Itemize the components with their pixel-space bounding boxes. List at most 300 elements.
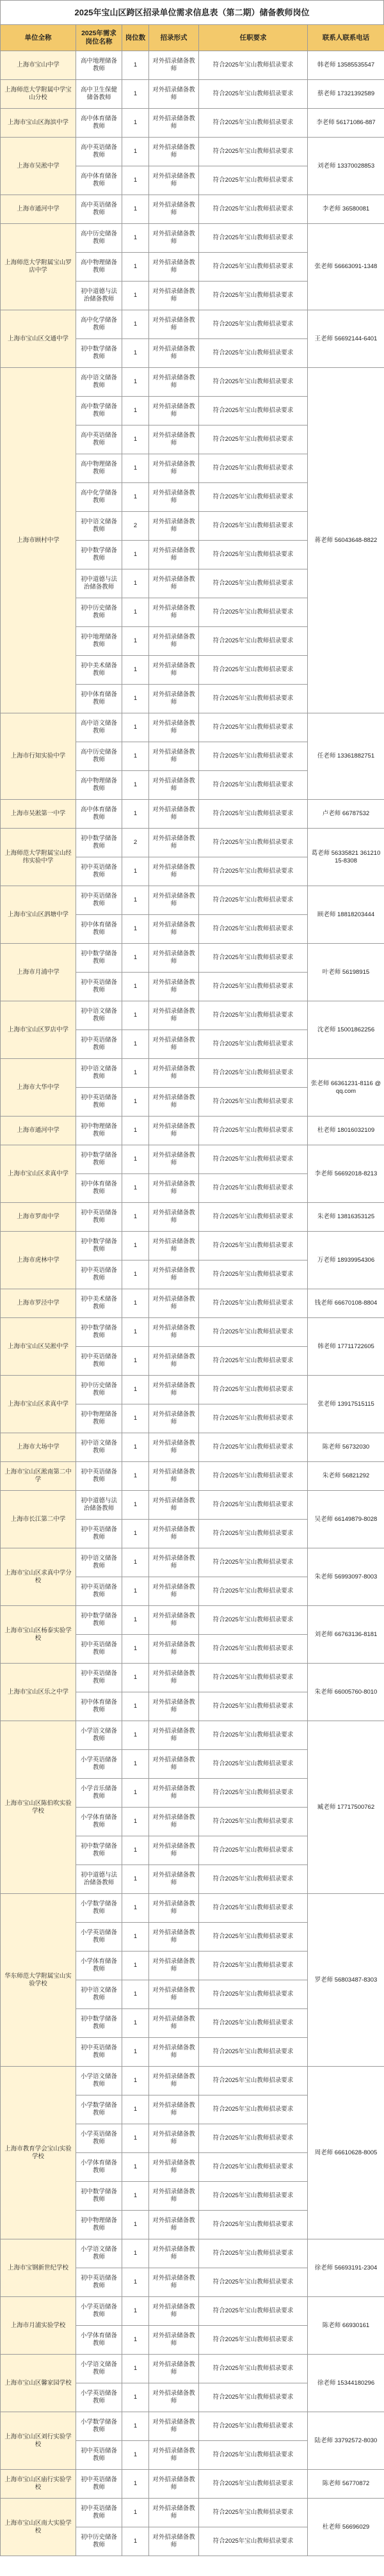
form-cell: 对外招录储备教师 — [149, 627, 199, 656]
unit-name-cell: 上海市宝山区陈伯吹实验学校 — [1, 1721, 76, 1894]
requirement-cell: 符合2025年宝山教师招录要求 — [199, 1980, 308, 2009]
post-cell: 初中美术储备教师 — [76, 1289, 122, 1318]
table-row — [1, 2239, 384, 2268]
form-cell: 对外招录储备教师 — [149, 138, 199, 166]
post-cell: 小学英语储备教师 — [76, 2124, 122, 2153]
count-cell: 1 — [122, 1548, 149, 1577]
form-cell: 对外招录储备教师 — [149, 1088, 199, 1117]
post-cell: 初中历史储备教师 — [76, 598, 122, 627]
requirement-cell: 符合2025年宝山教师招录要求 — [199, 1260, 308, 1289]
requirement-cell: 符合2025年宝山教师招录要求 — [199, 1088, 308, 1117]
requirement-cell: 符合2025年宝山教师招录要求 — [199, 425, 308, 454]
header-post: 2025年需求岗位名称 — [76, 25, 122, 51]
count-cell: 1 — [122, 656, 149, 685]
requirement-cell: 符合2025年宝山教师招录要求 — [199, 2182, 308, 2211]
count-cell: 1 — [122, 109, 149, 138]
requirement-cell: 符合2025年宝山教师招录要求 — [199, 1577, 308, 1606]
count-cell: 1 — [122, 771, 149, 800]
requirement-cell: 符合2025年宝山教师招录要求 — [199, 742, 308, 771]
post-cell: 初中道德与法治储备教师 — [76, 1865, 122, 1894]
count-cell: 1 — [122, 1117, 149, 1145]
count-cell: 2 — [122, 512, 149, 541]
post-cell: 高中历史储备教师 — [76, 742, 122, 771]
count-cell: 1 — [122, 2499, 149, 2527]
requirement-cell: 符合2025年宝山教师招录要求 — [199, 1808, 308, 1836]
form-cell: 对外招录储备教师 — [149, 2153, 199, 2182]
count-cell: 1 — [122, 483, 149, 512]
form-cell: 对外招录储备教师 — [149, 800, 199, 829]
requirement-cell: 符合2025年宝山教师招录要求 — [199, 2211, 308, 2239]
requirement-cell: 符合2025年宝山教师招录要求 — [199, 1692, 308, 1721]
post-cell: 初中英语储备教师 — [76, 2499, 122, 2527]
contact-cell: 朱老师 56993097-8003 — [308, 1548, 384, 1606]
post-cell: 高中语文储备教师 — [76, 368, 122, 397]
requirement-cell: 符合2025年宝山教师招录要求 — [199, 2239, 308, 2268]
requirement-cell: 符合2025年宝山教师招录要求 — [199, 2067, 308, 2095]
form-cell: 对外招录储备教师 — [149, 512, 199, 541]
count-cell: 1 — [122, 1721, 149, 1750]
requirement-cell: 符合2025年宝山教师招录要求 — [199, 2009, 308, 2038]
contact-cell: 陈老师 56732030 — [308, 1433, 384, 1462]
post-cell: 初中道德与法治储备教师 — [76, 1491, 122, 1520]
form-cell: 对外招录储备教师 — [149, 1433, 199, 1462]
requirement-cell: 符合2025年宝山教师招录要求 — [199, 771, 308, 800]
unit-name-cell: 上海市宝山区淞南第二中学 — [1, 1462, 76, 1491]
count-cell: 1 — [122, 1577, 149, 1606]
post-cell: 初中数学储备教师 — [76, 1836, 122, 1865]
count-cell: 1 — [122, 857, 149, 886]
post-cell: 小学英语储备教师 — [76, 2383, 122, 2412]
form-cell: 对外招录储备教师 — [149, 1606, 199, 1635]
form-cell: 对外招录储备教师 — [149, 1779, 199, 1808]
requirement-cell: 符合2025年宝山教师招录要求 — [199, 973, 308, 1001]
unit-name-cell: 上海市宝山区乐之中学 — [1, 1664, 76, 1721]
unit-name-cell: 上海市吴淞中学 — [1, 138, 76, 195]
contact-cell: 任老师 13361882751 — [308, 713, 384, 800]
contact-cell: 杜老师 18016032109 — [308, 1117, 384, 1145]
form-cell: 对外招录储备教师 — [149, 598, 199, 627]
table-row — [1, 1721, 384, 1750]
unit-name-cell: 上海市宝山区南大实验学校 — [1, 2499, 76, 2556]
form-cell: 对外招录储备教师 — [149, 915, 199, 944]
post-cell: 小学体育储备教师 — [76, 1808, 122, 1836]
table-row — [1, 224, 384, 253]
requirement-cell: 符合2025年宝山教师招录要求 — [199, 1664, 308, 1692]
requirement-cell: 符合2025年宝山教师招录要求 — [199, 1347, 308, 1376]
contact-cell: 刘老师 13370028853 — [308, 138, 384, 195]
count-cell: 1 — [122, 1404, 149, 1433]
post-cell: 初中英语储备教师 — [76, 2441, 122, 2470]
count-cell: 1 — [122, 973, 149, 1001]
form-cell: 对外招录储备教师 — [149, 1289, 199, 1318]
post-cell: 初中英语储备教师 — [76, 2470, 122, 2499]
requirement-cell: 符合2025年宝山教师招录要求 — [199, 598, 308, 627]
count-cell: 1 — [122, 1174, 149, 1203]
unit-name-cell: 上海师范大学附属中学宝山分校 — [1, 80, 76, 109]
requirement-cell: 符合2025年宝山教师招录要求 — [199, 2038, 308, 2067]
contact-cell: 李老师 56692018-8213 — [308, 1145, 384, 1203]
table-row — [1, 51, 384, 80]
count-cell: 1 — [122, 1664, 149, 1692]
form-cell: 对外招录储备教师 — [149, 397, 199, 425]
form-cell: 对外招录储备教师 — [149, 1030, 199, 1059]
unit-name-cell: 上海市宝山区泗塘中学 — [1, 886, 76, 944]
count-cell: 1 — [122, 1980, 149, 2009]
post-cell: 初中语文储备教师 — [76, 1548, 122, 1577]
post-cell: 初中英语储备教师 — [76, 1030, 122, 1059]
post-cell: 小学数学储备教师 — [76, 2095, 122, 2124]
requirement-cell: 符合2025年宝山教师招录要求 — [199, 1174, 308, 1203]
requirement-cell: 符合2025年宝山教师招录要求 — [199, 857, 308, 886]
form-cell: 对外招录储备教师 — [149, 2038, 199, 2067]
contact-cell: 周老师 66610628-8005 — [308, 2067, 384, 2239]
count-cell: 1 — [122, 2326, 149, 2355]
unit-name-cell: 上海市通河中学 — [1, 195, 76, 224]
requirement-cell: 符合2025年宝山教师招录要求 — [199, 80, 308, 109]
table-row — [1, 80, 384, 109]
form-cell: 对外招录储备教师 — [149, 2009, 199, 2038]
count-cell: 1 — [122, 2009, 149, 2038]
contact-cell: 钱老师 66670108-8804 — [308, 1289, 384, 1318]
post-cell: 初中数学储备教师 — [76, 944, 122, 973]
count-cell: 1 — [122, 1635, 149, 1664]
count-cell: 1 — [122, 685, 149, 713]
form-cell: 对外招录储备教师 — [149, 2182, 199, 2211]
requirement-cell: 符合2025年宝山教师招录要求 — [199, 1952, 308, 1980]
requirement-cell: 符合2025年宝山教师招录要求 — [199, 1548, 308, 1577]
requirement-cell: 符合2025年宝山教师招录要求 — [199, 1721, 308, 1750]
post-cell: 高中历史储备教师 — [76, 224, 122, 253]
requirement-cell: 符合2025年宝山教师招录要求 — [199, 685, 308, 713]
sheet-title: 2025年宝山区跨区招录单位需求信息表（第二期）储备教师岗位 — [0, 0, 384, 24]
form-cell: 对外招录储备教师 — [149, 2239, 199, 2268]
requirement-cell: 符合2025年宝山教师招录要求 — [199, 512, 308, 541]
unit-name-cell: 上海市大场中学 — [1, 1433, 76, 1462]
form-cell: 对外招录储备教师 — [149, 339, 199, 368]
form-cell: 对外招录储备教师 — [149, 1750, 199, 1779]
count-cell: 1 — [122, 1692, 149, 1721]
post-cell: 初中英语储备教师 — [76, 1260, 122, 1289]
requirement-cell: 符合2025年宝山教师招录要求 — [199, 1145, 308, 1174]
table-row — [1, 944, 384, 973]
form-cell: 对外招录储备教师 — [149, 2470, 199, 2499]
form-cell: 对外招录储备教师 — [149, 1376, 199, 1404]
count-cell: 1 — [122, 627, 149, 656]
post-cell: 初中语文储备教师 — [76, 1001, 122, 1030]
requirement-cell: 符合2025年宝山教师招录要求 — [199, 339, 308, 368]
table-row — [1, 1433, 384, 1462]
count-cell: 1 — [122, 1836, 149, 1865]
requirement-cell: 符合2025年宝山教师招录要求 — [199, 282, 308, 310]
post-cell: 初中数学储备教师 — [76, 2009, 122, 2038]
requirement-cell: 符合2025年宝山教师招录要求 — [199, 2527, 308, 2556]
post-cell: 初中物理储备教师 — [76, 1404, 122, 1433]
contact-cell: 徐老师 56693191-2304 — [308, 2239, 384, 2297]
contact-cell: 蔡老师 17321392589 — [308, 80, 384, 109]
table-row — [1, 310, 384, 339]
count-cell: 1 — [122, 2355, 149, 2383]
form-cell: 对外招录储备教师 — [149, 195, 199, 224]
requirement-cell: 符合2025年宝山教师招录要求 — [199, 1923, 308, 1952]
count-cell: 1 — [122, 2067, 149, 2095]
form-cell: 对外招录储备教师 — [149, 944, 199, 973]
form-cell: 对外招录储备教师 — [149, 685, 199, 713]
post-cell: 初中数学储备教师 — [76, 1232, 122, 1260]
count-cell: 1 — [122, 282, 149, 310]
form-cell: 对外招录储备教师 — [149, 2355, 199, 2383]
requirement-cell: 符合2025年宝山教师招录要求 — [199, 1836, 308, 1865]
form-cell: 对外招录储备教师 — [149, 2211, 199, 2239]
form-cell: 对外招录储备教师 — [149, 2124, 199, 2153]
unit-name-cell: 上海市宝山中学 — [1, 51, 76, 80]
post-cell: 小学语文储备教师 — [76, 1721, 122, 1750]
contact-cell: 顾老师 18818203444 — [308, 886, 384, 944]
unit-name-cell: 上海市宝山区庙行实验学校 — [1, 2470, 76, 2499]
form-cell: 对外招录储备教师 — [149, 1923, 199, 1952]
post-cell: 初中道德与法治储备教师 — [76, 282, 122, 310]
post-cell: 小学体育储备教师 — [76, 2326, 122, 2355]
count-cell: 1 — [122, 1145, 149, 1174]
unit-name-cell: 上海市教育学会宝山实验学校 — [1, 2067, 76, 2239]
contact-cell: 陈老师 66930161 — [308, 2297, 384, 2355]
form-cell: 对外招录储备教师 — [149, 2412, 199, 2441]
post-cell: 初中数学储备教师 — [76, 1318, 122, 1347]
requirement-cell: 符合2025年宝山教师招录要求 — [199, 51, 308, 80]
requirement-cell: 符合2025年宝山教师招录要求 — [199, 1606, 308, 1635]
table-row — [1, 1462, 384, 1491]
table-row — [1, 2297, 384, 2326]
count-cell: 1 — [122, 2182, 149, 2211]
form-cell: 对外招录储备教师 — [149, 973, 199, 1001]
table-row — [1, 1318, 384, 1347]
table-row — [1, 1203, 384, 1232]
count-cell: 1 — [122, 1376, 149, 1404]
requirement-cell: 符合2025年宝山教师招录要求 — [199, 886, 308, 915]
count-cell: 1 — [122, 1923, 149, 1952]
post-cell: 初中英语储备教师 — [76, 1635, 122, 1664]
post-cell: 初中体育储备教师 — [76, 685, 122, 713]
requirement-cell: 符合2025年宝山教师招录要求 — [199, 2297, 308, 2326]
post-cell: 高中英语储备教师 — [76, 138, 122, 166]
table-row — [1, 1289, 384, 1318]
post-cell: 高中卫生保健储备教师 — [76, 80, 122, 109]
count-cell: 1 — [122, 1001, 149, 1030]
count-cell: 1 — [122, 2153, 149, 2182]
requirement-cell: 符合2025年宝山教师招录要求 — [199, 2383, 308, 2412]
table-row — [1, 368, 384, 397]
count-cell: 1 — [122, 454, 149, 483]
post-cell: 小学数学储备教师 — [76, 1894, 122, 1923]
requirement-cell: 符合2025年宝山教师招录要求 — [199, 2355, 308, 2383]
post-cell: 小学英语储备教师 — [76, 1750, 122, 1779]
post-cell: 初中物理储备教师 — [76, 2211, 122, 2239]
unit-name-cell: 上海市宝山区刘行实验学校 — [1, 2412, 76, 2470]
requirement-cell: 符合2025年宝山教师招录要求 — [199, 1520, 308, 1548]
post-cell: 初中数学储备教师 — [76, 829, 122, 857]
unit-name-cell: 上海市宝山区求真中学 — [1, 1145, 76, 1203]
post-cell: 初中美术储备教师 — [76, 656, 122, 685]
form-cell: 对外招录储备教师 — [149, 742, 199, 771]
form-cell: 对外招录储备教师 — [149, 1117, 199, 1145]
contact-cell: 杜老师 56696029 — [308, 2499, 384, 2556]
form-cell: 对外招录储备教师 — [149, 1664, 199, 1692]
form-cell: 对外招录储备教师 — [149, 483, 199, 512]
table-row — [1, 829, 384, 857]
post-cell: 小学语文储备教师 — [76, 2067, 122, 2095]
header-unit: 单位全称 — [1, 25, 76, 51]
post-cell: 小学音乐储备教师 — [76, 1779, 122, 1808]
post-cell: 初中数学储备教师 — [76, 339, 122, 368]
requirement-cell: 符合2025年宝山教师招录要求 — [199, 166, 308, 195]
requirement-cell: 符合2025年宝山教师招录要求 — [199, 310, 308, 339]
post-cell: 高中物理储备教师 — [76, 771, 122, 800]
form-cell: 对外招录储备教师 — [149, 1491, 199, 1520]
count-cell: 1 — [122, 80, 149, 109]
form-cell: 对外招录储备教师 — [149, 2067, 199, 2095]
form-cell: 对外招录储备教师 — [149, 1865, 199, 1894]
contact-cell: 朱老师 13816353125 — [308, 1203, 384, 1232]
table-row — [1, 713, 384, 742]
post-cell: 初中英语储备教师 — [76, 1520, 122, 1548]
post-cell: 初中历史储备教师 — [76, 2527, 122, 2556]
count-cell: 1 — [122, 2124, 149, 2153]
post-cell: 初中语文储备教师 — [76, 1059, 122, 1088]
count-cell: 1 — [122, 598, 149, 627]
unit-name-cell: 上海市通河中学 — [1, 1117, 76, 1145]
table-row — [1, 109, 384, 138]
count-cell: 1 — [122, 1462, 149, 1491]
count-cell: 1 — [122, 886, 149, 915]
count-cell: 1 — [122, 1952, 149, 1980]
contact-cell: 张老师 13917515115 — [308, 1376, 384, 1433]
form-cell: 对外招录储备教师 — [149, 1548, 199, 1577]
count-cell: 1 — [122, 1030, 149, 1059]
post-cell: 初中物理储备教师 — [76, 1117, 122, 1145]
form-cell: 对外招录储备教师 — [149, 2441, 199, 2470]
requirement-cell: 符合2025年宝山教师招录要求 — [199, 2095, 308, 2124]
count-cell: 1 — [122, 1059, 149, 1088]
form-cell: 对外招录储备教师 — [149, 80, 199, 109]
post-cell: 初中英语储备教师 — [76, 1347, 122, 1376]
post-cell: 初中体育储备教师 — [76, 1174, 122, 1203]
count-cell: 1 — [122, 1894, 149, 1923]
requirement-cell: 符合2025年宝山教师招录要求 — [199, 713, 308, 742]
contact-cell: 李老师 56171086-887 — [308, 109, 384, 138]
table-row — [1, 800, 384, 829]
contact-cell: 葛老师 56335821 36121015-8308 — [308, 829, 384, 886]
post-cell: 初中语文储备教师 — [76, 512, 122, 541]
contact-cell: 罗老师 56803487-8303 — [308, 1894, 384, 2067]
contact-cell: 张老师 66361231-8116 @qq.com — [308, 1059, 384, 1117]
unit-name-cell: 上海市大华中学 — [1, 1059, 76, 1117]
post-cell: 小学体育储备教师 — [76, 1952, 122, 1980]
unit-name-cell: 上海市虎林中学 — [1, 1232, 76, 1289]
contact-cell: 韩老师 13585535547 — [308, 51, 384, 80]
form-cell: 对外招录储备教师 — [149, 1721, 199, 1750]
form-cell: 对外招录储备教师 — [149, 2499, 199, 2527]
post-cell: 初中英语储备教师 — [76, 1664, 122, 1692]
form-cell: 对外招录储备教师 — [149, 1404, 199, 1433]
unit-name-cell: 上海市行知实验中学 — [1, 713, 76, 800]
contact-cell: 刘老师 66763136-8181 — [308, 1606, 384, 1664]
count-cell: 1 — [122, 51, 149, 80]
post-cell: 高中语文储备教师 — [76, 713, 122, 742]
requirement-cell: 符合2025年宝山教师招录要求 — [199, 2326, 308, 2355]
requirement-cell: 符合2025年宝山教师招录要求 — [199, 368, 308, 397]
unit-name-cell: 上海师范大学附属宝山经纬实验中学 — [1, 829, 76, 886]
form-cell: 对外招录储备教师 — [149, 166, 199, 195]
post-cell: 初中英语储备教师 — [76, 973, 122, 1001]
requirement-cell: 符合2025年宝山教师招录要求 — [199, 1117, 308, 1145]
count-cell: 1 — [122, 2239, 149, 2268]
count-cell: 1 — [122, 2297, 149, 2326]
unit-name-cell: 上海市宝山区杨泰实验学校 — [1, 1606, 76, 1664]
table-row — [1, 1491, 384, 1520]
contact-cell: 沈老师 15001862256 — [308, 1001, 384, 1059]
count-cell: 1 — [122, 166, 149, 195]
requirement-cell: 符合2025年宝山教师招录要求 — [199, 915, 308, 944]
post-cell: 初中语文储备教师 — [76, 1433, 122, 1462]
post-cell: 小学数学储备教师 — [76, 2412, 122, 2441]
post-cell: 初中数学储备教师 — [76, 1145, 122, 1174]
table-row — [1, 1232, 384, 1260]
contact-cell: 朱老师 56821292 — [308, 1462, 384, 1491]
count-cell: 1 — [122, 1232, 149, 1260]
count-cell: 1 — [122, 2038, 149, 2067]
unit-name-cell: 上海市罗泾中学 — [1, 1289, 76, 1318]
form-cell: 对外招录储备教师 — [149, 224, 199, 253]
form-cell: 对外招录储备教师 — [149, 2527, 199, 2556]
requirement-cell: 符合2025年宝山教师招录要求 — [199, 483, 308, 512]
table-row — [1, 1117, 384, 1145]
requirement-cell: 符合2025年宝山教师招录要求 — [199, 195, 308, 224]
unit-name-cell: 上海市宝山区海滨中学 — [1, 109, 76, 138]
post-cell: 初中英语储备教师 — [76, 1088, 122, 1117]
post-cell: 小学体育储备教师 — [76, 2153, 122, 2182]
form-cell: 对外招录储备教师 — [149, 1894, 199, 1923]
requirement-cell: 符合2025年宝山教师招录要求 — [199, 1001, 308, 1030]
post-cell: 初中数学储备教师 — [76, 2182, 122, 2211]
contact-cell: 万老师 18939954306 — [308, 1232, 384, 1289]
count-cell: 1 — [122, 2441, 149, 2470]
form-cell: 对外招录储备教师 — [149, 1059, 199, 1088]
requirement-cell: 符合2025年宝山教师招录要求 — [199, 627, 308, 656]
table-row — [1, 1664, 384, 1692]
requirement-cell: 符合2025年宝山教师招录要求 — [199, 1203, 308, 1232]
contact-cell: 陆老师 33792572-8030 — [308, 2412, 384, 2470]
post-cell: 高中地理储备教师 — [76, 51, 122, 80]
table-row — [1, 886, 384, 915]
count-cell: 1 — [122, 1750, 149, 1779]
table-row — [1, 1059, 384, 1088]
contact-cell: 徐老师 15344180296 — [308, 2355, 384, 2412]
requirement-cell: 符合2025年宝山教师招录要求 — [199, 1376, 308, 1404]
form-cell: 对外招录储备教师 — [149, 253, 199, 282]
requirement-cell: 符合2025年宝山教师招录要求 — [199, 1865, 308, 1894]
form-cell: 对外招录储备教师 — [149, 2383, 199, 2412]
post-cell: 初中语文储备教师 — [76, 1980, 122, 2009]
form-cell: 对外招录储备教师 — [149, 886, 199, 915]
table-row — [1, 2067, 384, 2095]
post-cell: 小学语文储备教师 — [76, 2239, 122, 2268]
contact-cell: 吴老师 66149879-8028 — [308, 1491, 384, 1548]
header-contact: 联系人联系电话 — [308, 25, 384, 51]
count-cell: 1 — [122, 1808, 149, 1836]
unit-name-cell: 上海市宝山区馨家园学校 — [1, 2355, 76, 2412]
requirement-cell: 符合2025年宝山教师招录要求 — [199, 2499, 308, 2527]
form-cell: 对外招录储备教师 — [149, 1952, 199, 1980]
count-cell: 1 — [122, 2095, 149, 2124]
